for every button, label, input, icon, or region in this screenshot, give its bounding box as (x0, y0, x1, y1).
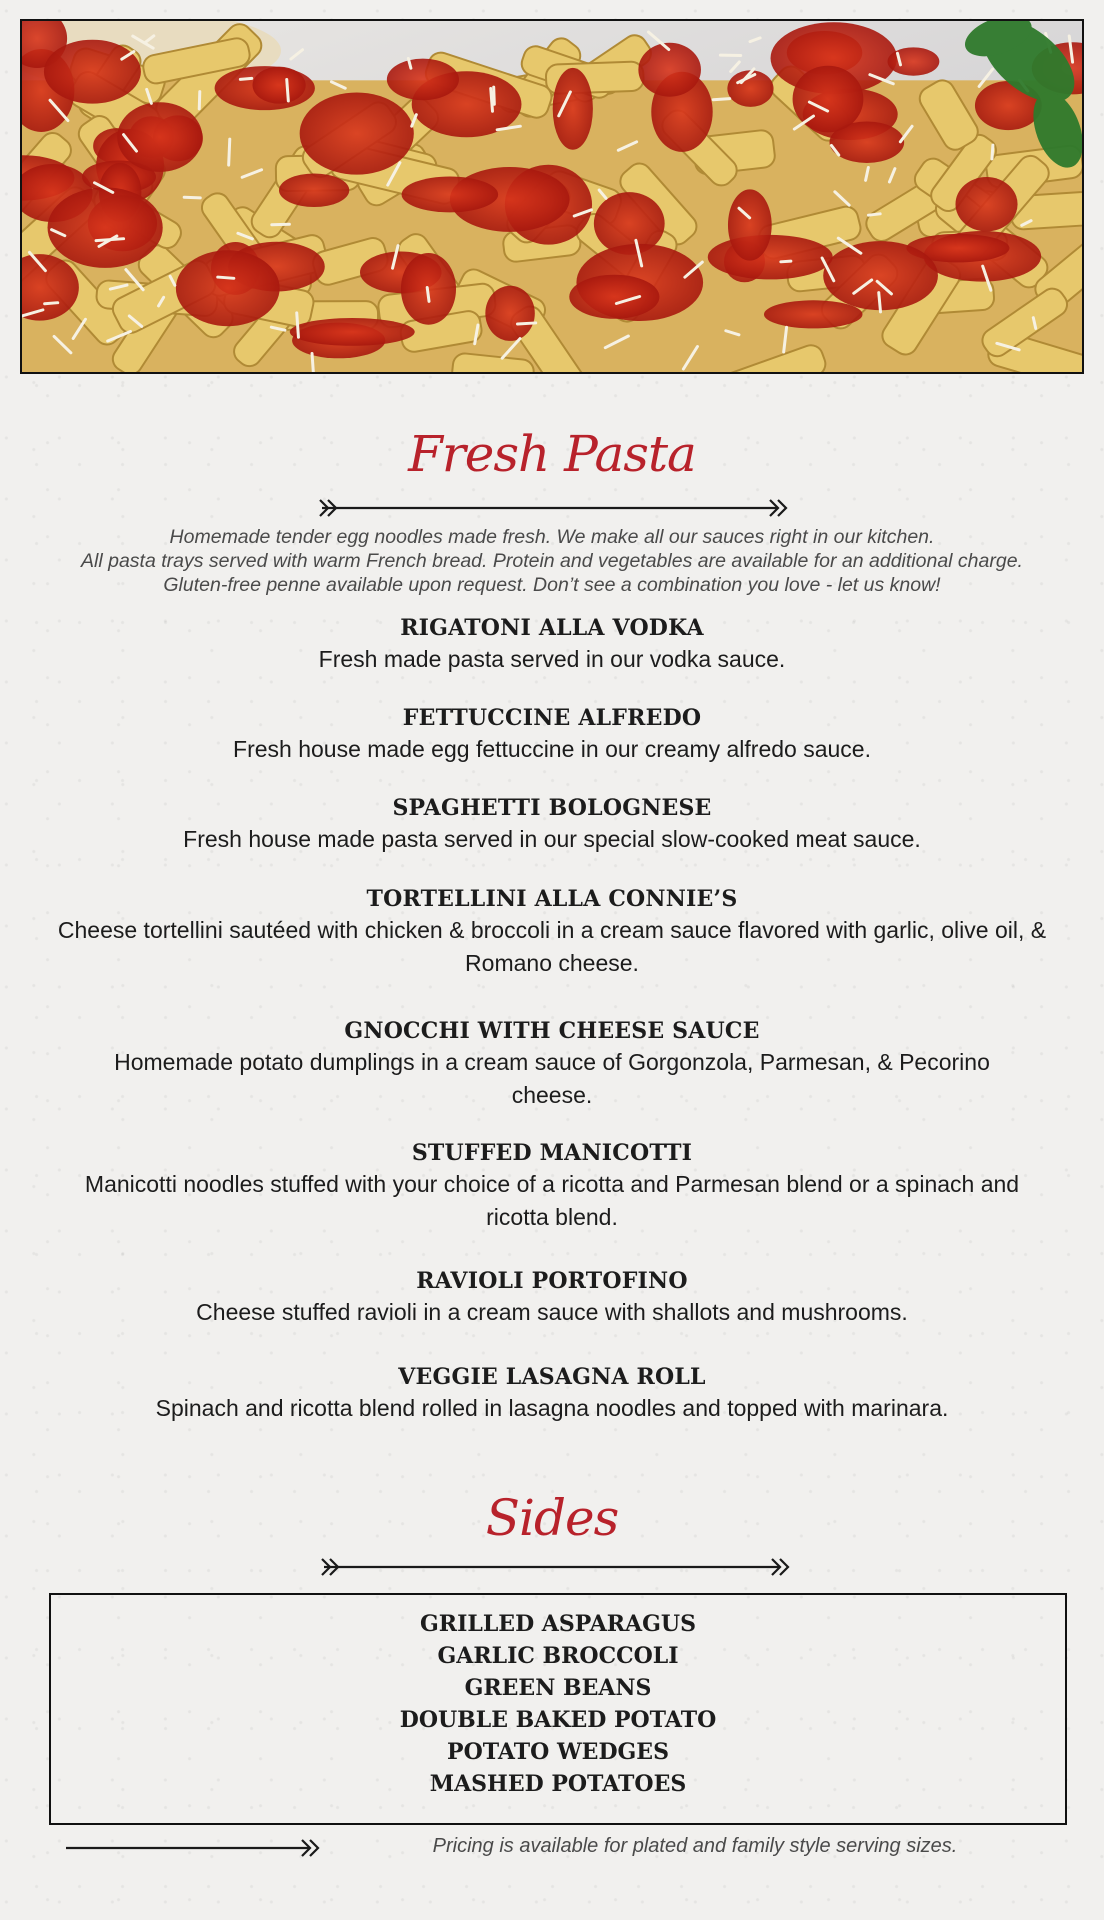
pasta-intro (0, 525, 1104, 597)
menu-item-description: Spinach and ricotta blend rolled in lasagna noodles and topped with marinara. (155, 1395, 949, 1421)
menu-item-rigatoni (0, 613, 1104, 676)
menu-item-gnocchi (0, 1016, 1104, 1112)
section-title-sides: Sides (485, 1489, 619, 1547)
intro-line: Gluten-free penne available upon request. Don’t see a combination you love - let us know! (163, 574, 941, 596)
side-item: GRILLED ASPARAGUS (420, 1611, 696, 1637)
side-item: MASHED POTATOES (429, 1771, 687, 1797)
decorative-arrow-icon (64, 1836, 320, 1860)
menu-item-name: FETTUCCINE ALFREDO (402, 705, 702, 731)
side-item: GREEN BEANS (464, 1675, 652, 1701)
pasta-photo (20, 19, 1084, 374)
side-item: POTATO WEDGES (447, 1739, 669, 1765)
menu-item-name: TORTELLINI ALLA CONNIE’S (366, 886, 738, 912)
menu-item-name: RIGATONI ALLA VODKA (400, 615, 704, 641)
sides-list (49, 1593, 1067, 1825)
side-item: GARLIC BROCCOLI (437, 1643, 679, 1669)
menu-item-name: RAVIOLI PORTOFINO (416, 1268, 688, 1294)
section-title-fresh-pasta: Fresh Pasta (408, 425, 696, 483)
decorative-arrow-icon (318, 496, 788, 520)
pasta-photo-illustration (22, 21, 1082, 372)
menu-item-description: Fresh house made pasta served in our special slow-cooked meat sauce. (183, 826, 921, 852)
side-item: DOUBLE BAKED POTATO (399, 1707, 717, 1733)
menu-item-name: STUFFED MANICOTTI (411, 1140, 693, 1166)
menu-item-description: Cheese tortellini sautéed with chicken & broccoli in a cream sauce flavored with garlic, olive oil, & Romano cheese. (57, 917, 1047, 976)
intro-line: Homemade tender egg noodles made fresh. We make all our sauces right in our kitchen. (169, 526, 935, 548)
menu-item-spaghetti (0, 793, 1104, 856)
menu-item-lasagna-roll (0, 1362, 1104, 1425)
menu-item-ravioli (0, 1266, 1104, 1329)
menu-item-description: Fresh made pasta served in our vodka sauce. (318, 646, 786, 672)
menu-item-fettuccine (0, 703, 1104, 766)
menu-item-tortellini (0, 884, 1104, 980)
intro-line: All pasta trays served with warm French bread. Protein and vegetables are available for an additional charge. (81, 550, 1023, 572)
menu-item-name: VEGGIE LASAGNA ROLL (398, 1364, 706, 1390)
pricing-note: Pricing is available for plated and family style serving sizes. (432, 1835, 958, 1857)
menu-item-description: Fresh house made egg fettuccine in our creamy alfredo sauce. (233, 736, 871, 762)
menu-item-description: Homemade potato dumplings in a cream sauce of Gorgonzola, Parmesan, & Pecorino cheese. (114, 1049, 990, 1108)
menu-item-manicotti (0, 1138, 1104, 1234)
menu-item-name: SPAGHETTI BOLOGNESE (392, 795, 712, 821)
decorative-arrow-icon (320, 1555, 790, 1579)
menu-item-description: Cheese stuffed ravioli in a cream sauce with shallots and mushrooms. (196, 1299, 908, 1325)
menu-item-description: Manicotti noodles stuffed with your choice of a ricotta and Parmesan blend or a spinach and ricotta blend. (84, 1171, 1020, 1230)
menu-item-name: GNOCCHI WITH CHEESE SAUCE (344, 1018, 760, 1044)
